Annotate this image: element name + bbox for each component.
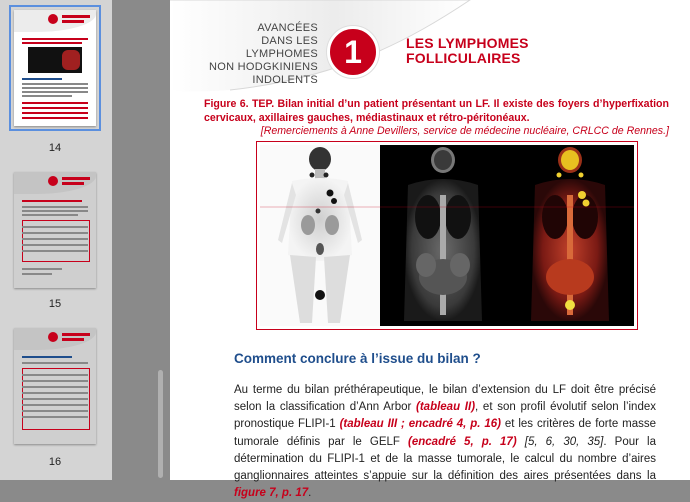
figure-credit: [Remerciements à Anne Devillers, service de médecine nucléaire, CRLCC de Rennes.] [260,125,669,137]
page-thumbnail-15[interactable] [14,172,96,288]
chapter-title: LES LYMPHOMES FOLLICULAIRES [406,35,529,66]
reference-link[interactable]: (encadré 5, p. 17) [408,435,517,448]
section-heading: Comment conclure à l’issue du bilan ? [234,351,481,366]
section-line: INDOLENTS [252,74,318,86]
page-thumbnail-16[interactable] [14,328,96,444]
page-thumbnail-label: 16 [48,456,62,468]
reference-link[interactable]: figure 7, p. 17 [234,487,309,500]
body-paragraph: Au terme du bilan préthérapeutique, le bilan d’extension du LF doit être précisé selon la classification d’Ann Arbor (tableau II), et son profil évolutif selon l’index pronostique FLIPI-1 (tableau III ; encadré 4, p. 16) et les critères de forte masse tumorale définis par le GELF (encadré 5, p. 17) [5, 6, 30, 35]. Pour la détermination du FLIPI-1 et de la masse tumorale, le calcul du nombre d’aires ganglionnaires atteintes s’appuie sur la définition des aires présentées dans la figure 7, p. 17. [234,384,657,500]
pet-scan-figure [256,141,638,330]
page-thumbnail-label: 14 [48,142,62,154]
reference-link[interactable]: (tableau II) [416,401,476,414]
section-line: DANS LES LYMPHOMES [245,35,318,60]
citation: [5, 6, 30, 35] [524,435,604,448]
section-line: NON HODGKINIENS [208,61,318,73]
document-page [170,0,690,500]
page-thumbnail-14[interactable] [14,10,96,126]
pet-scan-image [260,145,634,326]
figure-caption: Figure 6. TEP. Bilan initial d’un patient présentant un LF. Il existe des foyers d’hyperfixation cervicaux, axillaires gauches, médiastinaux et rétro-péritonéaux. [Remerciements à Anne Devillers, service de médecine nucléaire, CRLCC de Rennes.] [204,98,669,137]
chapter-number-badge: 1 [327,26,379,78]
reference-link[interactable]: (tableau III ; encadré 4, p. 16) [339,418,501,431]
sidebar-scrollbar[interactable] [158,370,163,478]
section-line: AVANCÉES [257,22,318,34]
viewer-gutter [112,0,170,480]
section-header [190,22,318,87]
page-thumbnail-label: 15 [48,298,62,310]
thumbnail-sidebar [0,0,113,480]
